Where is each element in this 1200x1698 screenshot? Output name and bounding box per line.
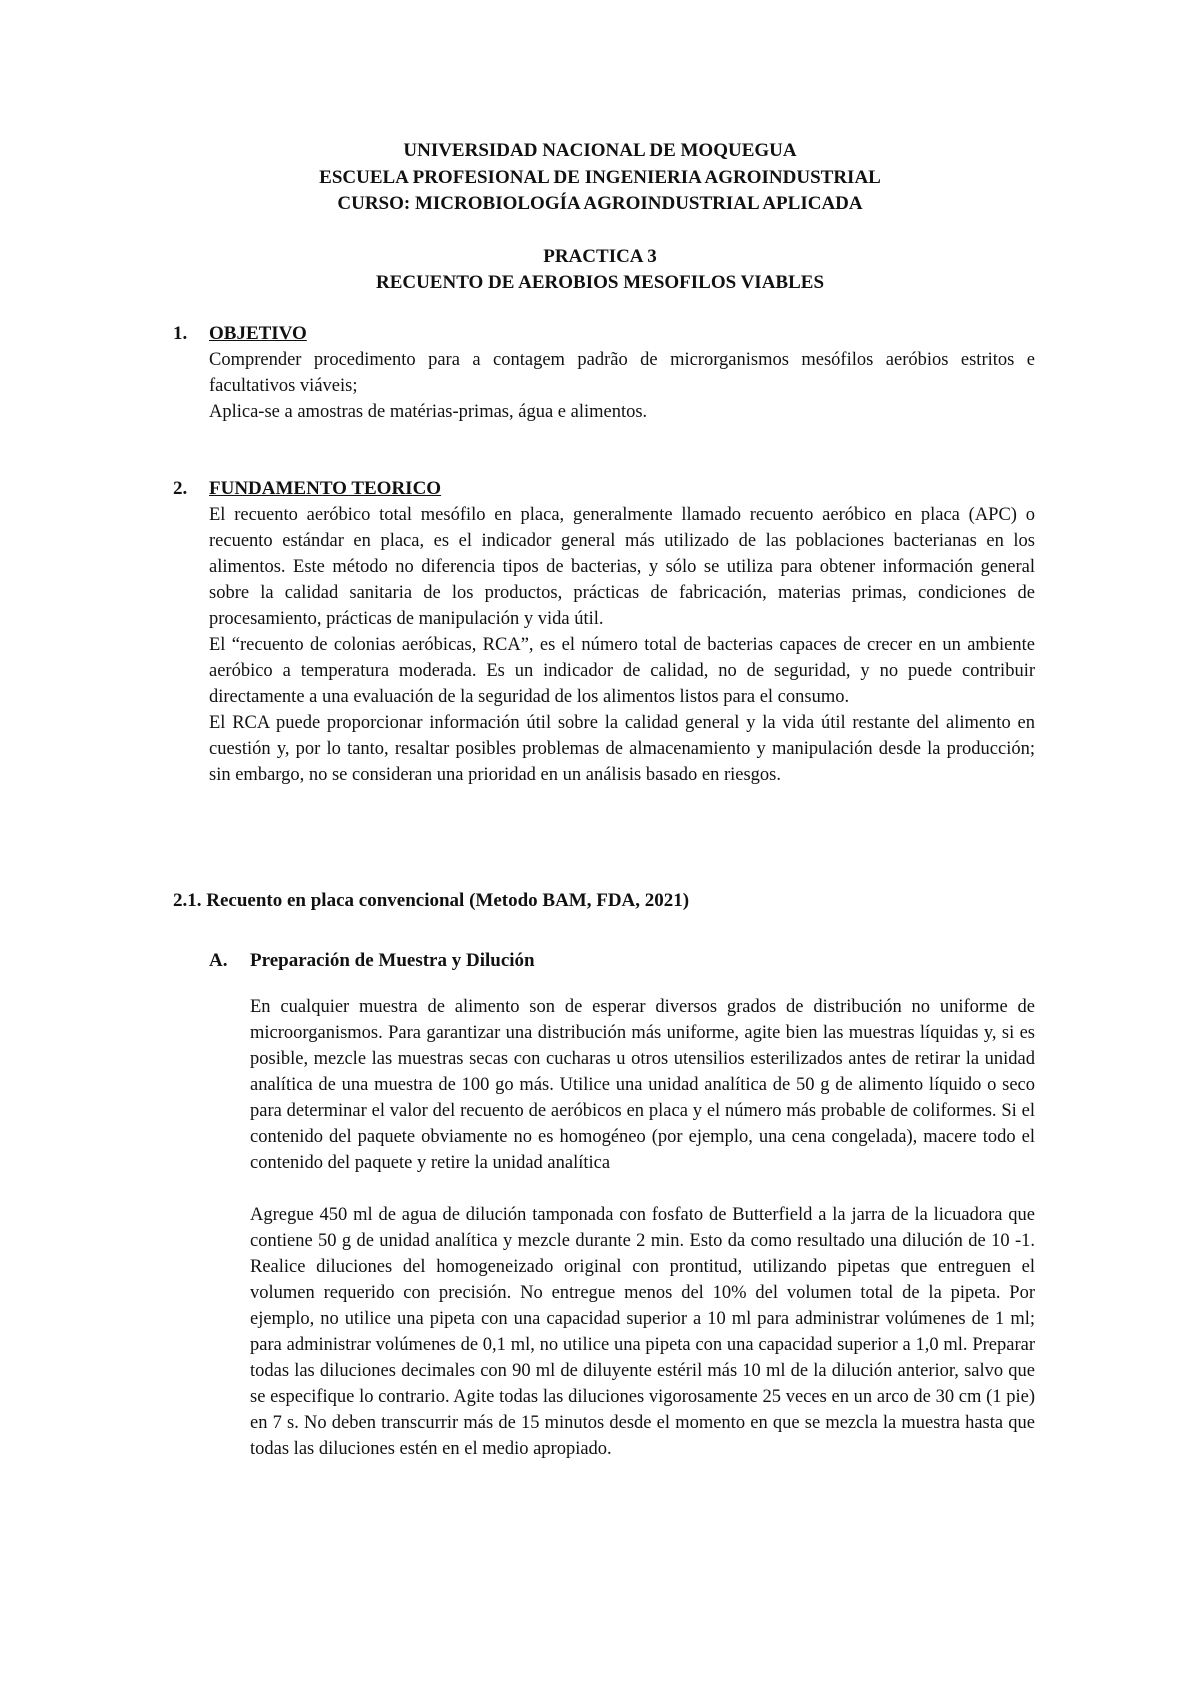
subsection-a-body bbox=[173, 994, 1035, 1462]
section-title: FUNDAMENTO TEORICO bbox=[209, 478, 442, 499]
section-title: OBJETIVO bbox=[209, 323, 307, 344]
subsection-heading bbox=[209, 948, 1035, 974]
subsection-heading-title: Preparación de Muestra y Dilución bbox=[250, 950, 535, 971]
paragraph: El recuento aeróbico total mesófilo en placa, generalmente llamado recuento aeróbico en placa (APC) o recuento estándar en placa, es el indicador general más utilizado de las poblaciones bacterianas en los alimentos. Este método no diferencia tipos de bacterias, y sólo se utiliza para obtener información general sobre la calidad sanitaria de los productos, prácticas de fabricación, materias primas, condiciones de procesamiento, prácticas de manipulación y vida útil. bbox=[209, 505, 1035, 629]
paragraph: Comprender procedimento para a contagem padrão de microrganismos mesófilos aeróbios estritos e facultativos viáveis; bbox=[209, 350, 1035, 396]
subsection-title: 2.1. Recuento en placa convencional (Metodo BAM, FDA, 2021) bbox=[173, 890, 690, 911]
paragraph: El “recuento de colonias aeróbicas, RCA”, es el número total de bacterias capaces de crecer en un ambiente aeróbico a temperatura moderada. Es un indicador de calidad, no de seguridad, y no puede contribuir directamente a una evaluación de la seguridad de los alimentos listos para el consumo. bbox=[209, 635, 1035, 707]
university-name: UNIVERSIDAD NACIONAL DE MOQUEGUA bbox=[403, 140, 797, 161]
paragraph: Aplica-se a amostras de matérias-primas, água e alimentos. bbox=[209, 402, 648, 422]
section-fundamento bbox=[173, 476, 1035, 788]
paragraph: El RCA puede proporcionar información útil sobre la calidad general y la vida útil restante del alimento en cuestión y, por lo tanto, resaltar posibles problemas de almacenamiento y manipulación desde la producción; sin embargo, no se consideran una prioridad en un análisis basado en riesgos. bbox=[209, 713, 1035, 785]
section-2-1 bbox=[173, 888, 1035, 914]
subsection-a bbox=[173, 948, 1035, 974]
practice-number: PRACTICA 3 bbox=[543, 245, 657, 267]
section-number: 2. bbox=[173, 478, 188, 499]
course-name: CURSO: MICROBIOLOGÍA AGROINDUSTRIAL APLICADA bbox=[337, 193, 863, 214]
paragraph: En cualquier muestra de alimento son de esperar diversos grados de distribución no uniforme de microorganismos. Para garantizar una distribución más uniforme, agite bien las muestras líquidas y, si es posible, mezcle las muestras secas con cucharas u otros utensilios esterilizados antes de retirar la unidad analítica de una muestra de 100 go más. Utilice una unidad analítica de 50 g de alimento líquido o seco para determinar el valor del recuento de aeróbicos en placa y el número más probable de coliformes. Si el contenido del paquete obviamente no es homogéneo (por ejemplo, una cena congelada), macere todo el contenido del paquete y retire la unidad analítica bbox=[250, 997, 1035, 1173]
document-header bbox=[0, 138, 1200, 297]
paragraph: Agregue 450 ml de agua de dilución tamponada con fosfato de Butterfield a la jarra de la licuadora que contiene 50 g de unidad analítica y mezcle durante 2 min. Esto da como resultado una dilución de 10 -1. Realice diluciones del homogeneizado original con prontitud, utilizando pipetas que entreguen el volumen requerido con precisión. No entregue menos del 10% del volumen total de la pipeta. Por ejemplo, no utilice una pipeta con una capacidad superior a 10 ml para administrar volúmenes de 1 ml; para administrar volúmenes de 0,1 ml, no utilice una pipeta con una capacidad superior a 1,0 ml. Preparar todas las diluciones decimales con 90 ml de diluyente estéril más 10 ml de la dilución anterior, salvo que se especifique lo contrario. Agite todas las diluciones vigorosamente 25 veces en un arco de 30 cm (1 pie) en 7 s. No deben transcurrir más de 15 minutos desde el momento en que se mezcla la muestra hasta que todas las diluciones estén en el medio apropiado. bbox=[250, 1205, 1035, 1459]
section-heading bbox=[173, 476, 1035, 502]
section-number: 1. bbox=[173, 323, 188, 344]
section-heading bbox=[173, 321, 1035, 347]
school-name: ESCUELA PROFESIONAL DE INGENIERIA AGROINDUSTRIAL bbox=[319, 166, 881, 188]
practice-title: RECUENTO DE AEROBIOS MESOFILOS VIABLES bbox=[375, 272, 825, 293]
section-objetivo bbox=[173, 321, 1035, 425]
subsection-letter: A. bbox=[209, 950, 228, 971]
